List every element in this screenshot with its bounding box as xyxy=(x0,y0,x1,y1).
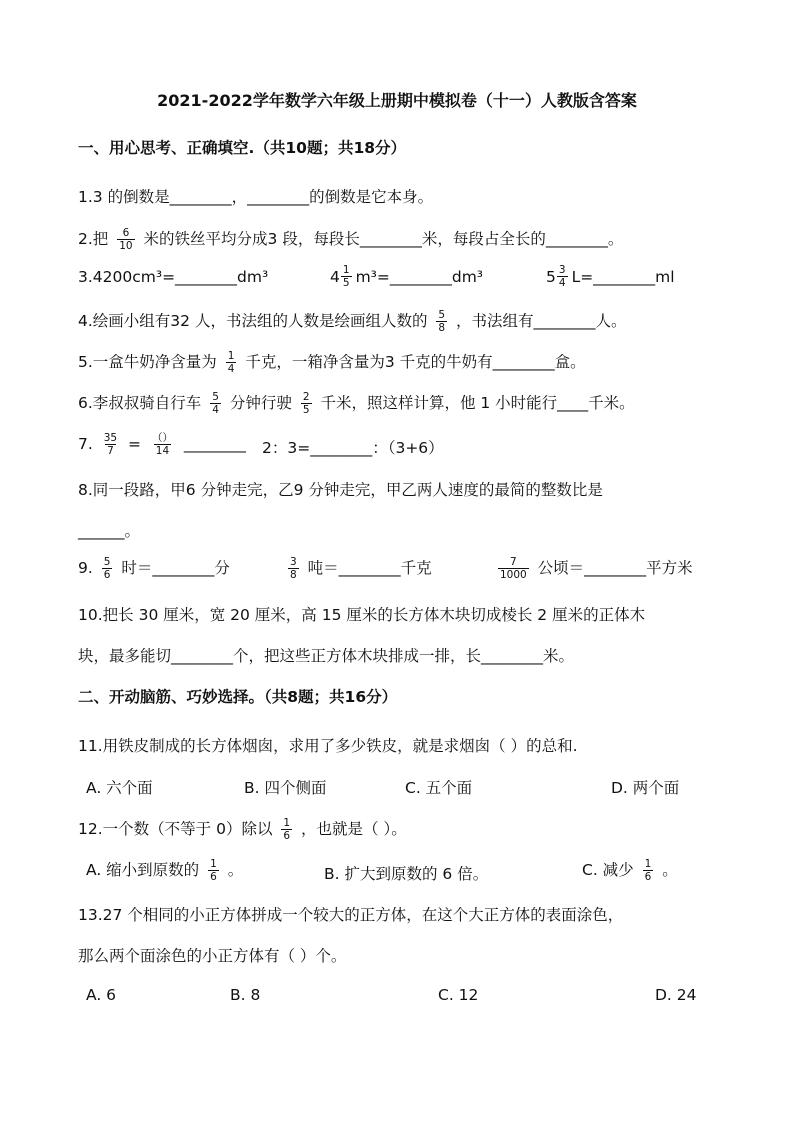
q13-option-b[interactable]: B. 8 xyxy=(230,986,261,1004)
q3-part1: 3.4200cm³=________dm³ xyxy=(78,268,269,286)
q6-fraction-1: $\frac{5}{4}$ xyxy=(212,391,219,417)
question-10-line-2: 块，最多能切________个，把这些正方体木块排成一排，长________米。 xyxy=(78,647,575,665)
q9-part3: $\frac{7}{1000}$ 公顷＝________平方米 xyxy=(500,556,693,582)
question-10-line-1: 10.把长 30 厘米，宽 20 厘米，高 15 厘米的长方体木块切成棱长 2 厘米的正体木 xyxy=(78,606,646,624)
q2-text-a: 2.把 xyxy=(78,230,109,249)
q11-option-a[interactable]: A. 六个面 xyxy=(86,779,153,797)
section-heading-2: 二、开动脑筋、巧妙选择。（共8题；共16分） xyxy=(78,688,398,706)
page-title: 2021-2022学年数学六年级上册期中模拟卷（十一）人教版含答案 xyxy=(157,91,637,110)
section-heading-1: 一、用心思考、正确填空.（共10题；共18分） xyxy=(78,139,407,157)
question-7 xyxy=(78,432,728,458)
q6-fraction-2: $\frac{2}{5}$ xyxy=(302,391,310,417)
q9-part2: $\frac{3}{8}$ 吨＝________千克 xyxy=(290,556,432,582)
q11-option-b[interactable]: B. 四个侧面 xyxy=(244,779,327,797)
q12-option-c[interactable]: C. 减少 $\frac{1}{6}$ 。 xyxy=(582,858,678,884)
question-5: 5.一盒牛奶净含量为 $\frac{1}{4}$ 千克，一箱净含量为3 千克的牛奶有________盒。 xyxy=(78,350,586,376)
q13-option-d[interactable]: D. 24 xyxy=(655,986,697,1004)
question-13-line-1: 13.27 个相同的小正方体拼成一个较大的正方体，在这个大正方体的表面涂色， xyxy=(78,906,624,924)
q7-part1: 7. $\frac{35}{7}$ = $\frac{()}{14}$ ________ xyxy=(78,432,246,458)
q11-option-d[interactable]: D. 两个面 xyxy=(611,779,680,797)
q5-fraction: $\frac{1}{4}$ xyxy=(227,350,235,376)
q3-part2: 4 $\frac{1}{5}$ m³=________dm³ xyxy=(330,264,484,290)
q13-option-c[interactable]: C. 12 xyxy=(438,986,479,1004)
q12-option-a[interactable]: A. 缩小到原数的 $\frac{1}{6}$ 。 xyxy=(86,858,244,884)
q4-fraction: $\frac{5}{8}$ xyxy=(438,309,446,335)
question-3 xyxy=(78,264,728,294)
question-8-line-2: ______。 xyxy=(78,522,141,540)
question-6: 6.李叔叔骑自行车 $\frac{5}{4}$ 分钟行驶 $\frac{2}{5}$ 千米，照这样计算，他 1 小时能行____千米。 xyxy=(78,391,635,417)
q11-option-c[interactable]: C. 五个面 xyxy=(405,779,473,797)
q3-part3: 5 $\frac{3}{4}$ L=________ml xyxy=(546,264,675,290)
q9-part1: 9. $\frac{5}{6}$ 时＝________分 xyxy=(78,556,230,582)
question-11: 11.用铁皮制成的长方体烟囱，求用了多少铁皮，就是求烟囱（ ）的总和. xyxy=(78,737,578,755)
q2-fraction: $\frac{6}{10}$ xyxy=(119,227,133,253)
q7-part2: 2：3=________：（3+6） xyxy=(262,439,444,457)
question-12: 12.一个数（不等于 0）除以 $\frac{1}{6}$ ，也就是（ ）。 xyxy=(78,817,407,843)
question-13-line-2: 那么两个面涂色的小正方体有（ ）个。 xyxy=(78,947,347,965)
q13-option-a[interactable]: A. 6 xyxy=(86,986,117,1004)
question-8-line-1: 8.同一段路，甲6 分钟走完，乙9 分钟走完，甲乙两人速度的最简的整数比是 xyxy=(78,481,603,499)
q12-option-b[interactable]: B. 扩大到原数的 6 倍。 xyxy=(324,865,489,883)
q12-fraction: $\frac{1}{6}$ xyxy=(283,817,291,843)
question-2 xyxy=(78,227,623,252)
question-4: 4.绘画小组有32 人，书法组的人数是绘画组人数的 $\frac{5}{8}$ ，书法组有________人。 xyxy=(78,309,627,335)
question-9 xyxy=(78,556,728,586)
q2-text-b: 米的铁丝平均分成3 段，每段长________米，每段占全长的________。 xyxy=(143,230,624,249)
question-1: 1.3 的倒数是________，________的倒数是它本身。 xyxy=(78,188,434,206)
